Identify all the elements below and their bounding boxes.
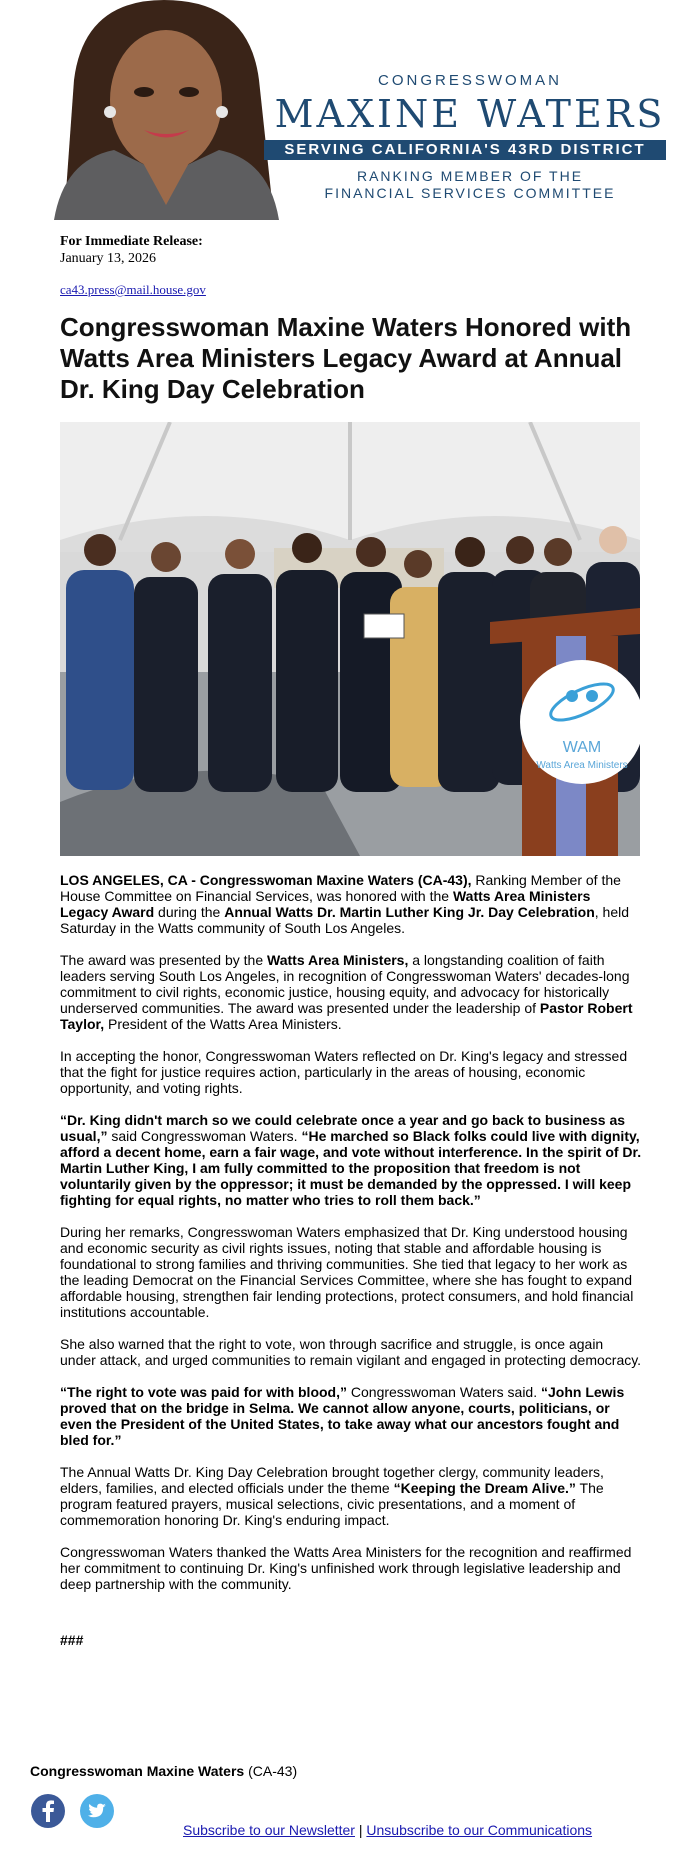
end-mark: ###	[60, 1632, 84, 1648]
twitter-icon[interactable]	[79, 1793, 115, 1829]
press-email-link[interactable]: ca43.press@mail.house.gov	[60, 282, 206, 297]
p8-segment-0: The Annual Watts Dr. King Day Celebration brought together clergy, community leaders, elders, families, and elected officials under the theme	[60, 1464, 604, 1496]
release-date: January 13, 2026	[60, 251, 157, 266]
masthead-name: MAXINE WATERS	[274, 92, 666, 136]
p8-segment-1: “Keeping the Dream Alive.”	[393, 1480, 576, 1496]
p4-segment-1: said Congresswoman Waters.	[107, 1128, 302, 1144]
paragraph-2	[60, 952, 642, 1032]
p2-segment-0: The award was presented by the	[60, 952, 268, 968]
p7-segment-1: Congresswoman Waters said.	[347, 1384, 541, 1400]
p3-segment-0: In accepting the honor, Congresswoman Waters reflected on Dr. King's legacy and stressed that the fight for justice requires action, particularly in the areas of housing, economic opportunity, and voting rights.	[60, 1048, 628, 1096]
event-photo	[60, 422, 640, 856]
paragraph-5	[60, 1224, 642, 1320]
paragraph-7	[60, 1384, 642, 1448]
footer-district: (CA-43)	[244, 1763, 298, 1779]
p4-segment-2: “He marched so Black folks could live with dignity, afford a decent home, earn a fair wage, and vote without interference. In the spirit of Dr. Martin Luther King, I am fully committed to the proposition that freedom is not voluntarily given by the oppressor; it must be demanded by the oppressed. I will keep fighting for equal rights, no matter who tries to roll them back.”	[60, 1128, 642, 1208]
p2-segment-2: a longstanding coalition of faith leaders serving South Los Angeles, in recognition of Congresswoman Waters' decades-long commitment to civil rights, economic justice, housing equity, and advocacy for historically underserved communities. The award was presented under the leadership of	[60, 952, 630, 1016]
p1-segment-0: LOS ANGELES, CA - Congresswoman Maxine Waters (CA-43),	[60, 872, 472, 888]
p1-segment-1: Ranking Member of the House Committee on Financial Services, was honored with the	[60, 872, 621, 904]
paragraph-8	[60, 1464, 642, 1528]
paragraph-6	[60, 1336, 642, 1368]
press-release-title: Congresswoman Maxine Waters Honored with Watts Area Ministers Legacy Award at Annual Dr. King Day Celebration	[60, 312, 632, 404]
paragraph-1	[60, 872, 642, 936]
masthead-role-line2: FINANCIAL SERVICES COMMITTEE	[324, 185, 616, 201]
p1-segment-4: Annual Watts Dr. Martin Luther King Jr. Day Celebration	[224, 904, 595, 920]
p2-segment-4: President of the Watts Area Ministers.	[104, 1016, 342, 1032]
p1-segment-2: Watts Area Ministers Legacy Award	[60, 888, 591, 920]
footer-name: Congresswoman Maxine Waters	[30, 1763, 245, 1779]
podium-logo-text: WAM	[562, 739, 602, 756]
masthead-title	[260, 0, 680, 222]
p7-segment-0: “The right to vote was paid for with blood,”	[60, 1384, 347, 1400]
subscribe-link[interactable]: Subscribe to our Newsletter	[183, 1822, 355, 1838]
paragraph-3	[60, 1048, 642, 1096]
footer-link-separator: |	[354, 1822, 367, 1838]
p9-segment-0: Congresswoman Waters thanked the Watts Area Ministers for the recognition and reaffirmed her commitment to continuing Dr. King's unfinished work through legislative leadership and deep partnership with the community.	[60, 1544, 632, 1592]
paragraph-4	[60, 1112, 642, 1208]
masthead-district-band: SERVING CALIFORNIA'S 43RD DISTRICT	[264, 140, 666, 160]
paragraph-9	[60, 1544, 642, 1592]
p5-segment-0: During her remarks, Congresswoman Waters emphasized that Dr. King understood housing and economic security as civil rights issues, noting that stable and affordable housing is foundational to strong families and thriving communities. She tied that legacy to her work as the leading Democrat on the Financial Services Committee, where she has fought to expand affordable housing, strengthen fair lending protections, protect consumers, and hold financial institutions accountable.	[60, 1224, 634, 1320]
p4-segment-0: “Dr. King didn't march so we could celebrate once a year and go back to business as usual,”	[60, 1112, 626, 1144]
masthead-line1: CONGRESSWOMAN	[377, 72, 562, 89]
p8-segment-2: The program featured prayers, musical selections, civic presentations, and a moment of commemoration honoring Dr. King's enduring impact.	[60, 1480, 604, 1528]
podium-logo-subtext: Watts Area Ministers	[536, 760, 628, 771]
masthead-role	[260, 168, 680, 202]
p1-segment-5: , held Saturday in the Watts community of South Los Angeles.	[60, 904, 629, 936]
facebook-icon[interactable]	[30, 1793, 66, 1829]
p2-segment-3: Pastor Robert Taylor,	[60, 1000, 633, 1032]
p6-segment-0: She also warned that the right to vote, won through sacrifice and struggle, is once again under attack, and urged communities to remain vigilant and engaged in protecting democracy.	[60, 1336, 642, 1368]
footer-signature	[30, 1763, 297, 1779]
press-release-body	[60, 872, 642, 1608]
p2-segment-1: Watts Area Ministers,	[267, 952, 409, 968]
unsubscribe-link[interactable]: Unsubscribe to our Communications	[366, 1822, 593, 1838]
masthead-role-line1: RANKING MEMBER OF THE	[356, 168, 584, 184]
portrait-photo	[44, 0, 286, 220]
footer-links	[183, 1822, 592, 1838]
p1-segment-3: during the	[154, 904, 225, 920]
p7-segment-2: “John Lewis proved that on the bridge in Selma. We cannot allow anyone, courts, politicians, or even the President of the United States, to take away what our ancestors fought and bled for.”	[60, 1384, 625, 1448]
masthead	[0, 0, 700, 222]
release-label: For Immediate Release:	[60, 234, 203, 249]
